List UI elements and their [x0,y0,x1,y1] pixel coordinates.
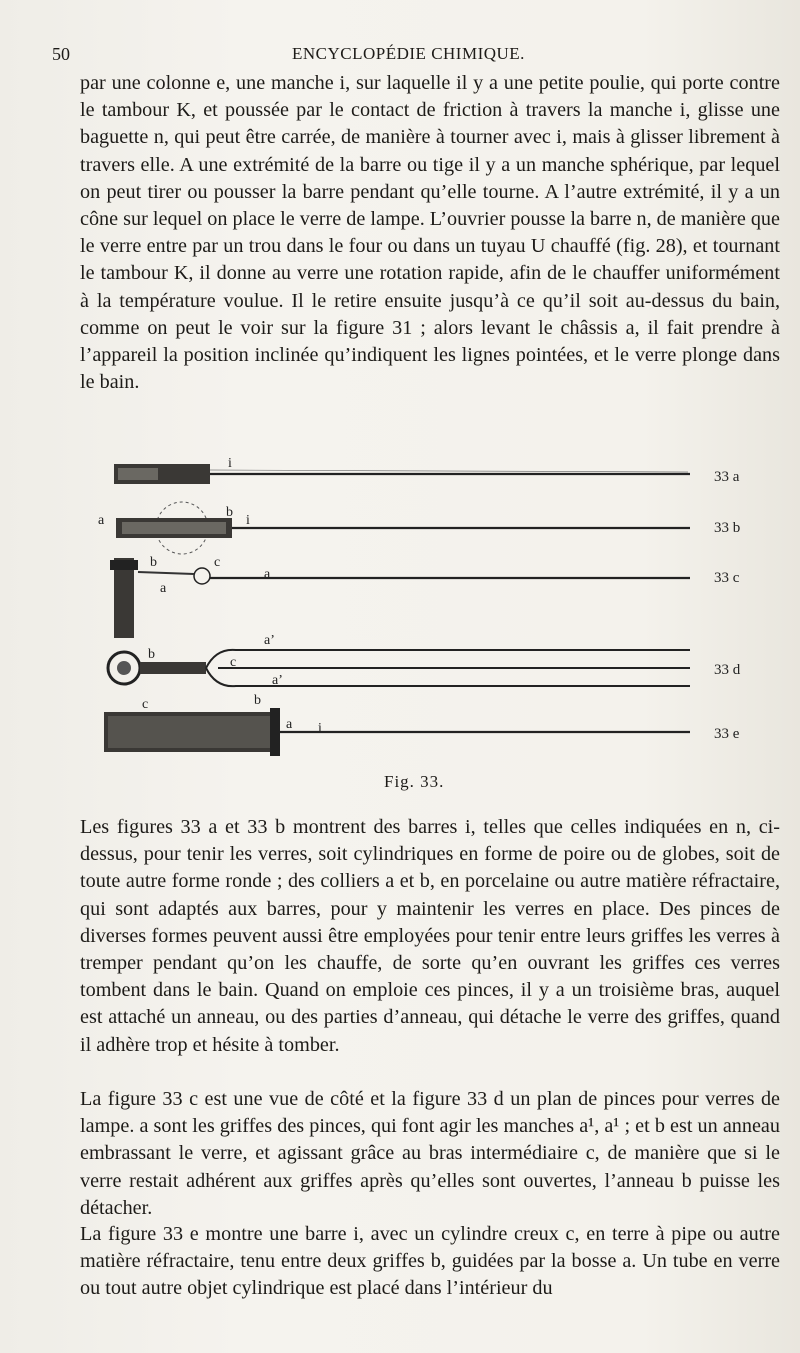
figure-33a-label: 33 a [714,469,740,485]
paragraph-3: La figure 33 c est une vue de côté et la figure 33 d un plan de pinces pour verres de lampe. a sont les griffes des pinces, qui font agir les manches a¹, a¹ ; et b est un anneau embrassant le verre, et agissant grâce au bras intermédiaire c, de manière que si le verre restait adhérent aux griffes après qu’elles sont ouvertes, l’anneau b puisse les détacher. [80,1088,780,1219]
figure-33d [108,633,741,688]
figure-33a-bar-highlight [210,470,688,472]
figure-33b-part-b: b [226,505,233,520]
figure-33c-label: 33 c [714,570,740,586]
figure-33c-part-a: a [264,567,271,582]
figure-33-drawing [90,452,790,772]
figure-33c-cap [110,560,138,570]
figure-33b-part-i: i [246,513,250,528]
figure-33d-ring-inner [117,661,131,675]
figure-33d-part-b: b [148,647,155,662]
figure-33c [110,555,740,638]
figure-33b-collar [122,522,226,534]
running-title: ENCYCLOPÉDIE CHIMIQUE. [292,44,525,63]
figure-33d-claw-upper [206,650,690,668]
figure-33c-ring [194,568,210,584]
figure-33 [90,452,790,772]
figure-33e [104,693,740,756]
figure-33a-collar [118,468,158,480]
figure-33e-claw [270,708,280,756]
figure-33e-cylinder-inner [108,716,272,748]
figure-33e-part-a: a [286,717,293,732]
figure-33b [98,502,740,554]
figure-33d-part-c: c [230,655,237,670]
page-number: 50 [52,44,70,64]
figure-33c-part-c: c [214,555,221,570]
figure-caption: Fig. 33. [384,772,445,791]
figure-33d-arm [140,662,206,674]
paragraph-2: Les figures 33 a et 33 b montrent des barres i, telles que celles indiquées en n, ci-dessus, pour tenir les verres, soit cylindriques en forme de poire ou de globes, soit de toute autre forme ronde ; des colliers a et b, en porcelaine ou autre matière réfractaire, qui sont adaptés aux barres, pour y maintenir les verres en place. Des pinces de diverses formes peuvent aussi être employées pour tenir entre leurs griffes les verres à tremper pendant qu’on les chauffe, de sorte qu’en ouvrant les griffes ces verres tombent dans le bain. Quand on emploie ces pinces, il y a un troisième bras, auquel est attaché un anneau, ou des parties d’anneau, qui détache le verre des griffes, quand il adhère trop et hésite à tomber. [80,816,780,1056]
figure-33e-part-c: c [142,697,149,712]
figure-33e-part-i: i [318,721,322,736]
figure-33d-label: 33 d [714,662,741,678]
figure-33b-label: 33 b [714,520,741,536]
figure-33c-arm [138,572,194,574]
figure-33a [114,456,740,485]
figure-33e-label: 33 e [714,726,740,742]
paragraph-1: par une colonne e, une manche i, sur laquelle il y a une petite poulie, qui porte contre le tambour K, et poussée par le contact de friction à travers la manche i, glisse une baguette n, qui peut être carrée, de manière à tourner avec i, mais à glisser librement à travers elle. A une extrémité de la barre ou tige il y a un manche sphérique, par lequel on peut tirer ou pousser la barre pendant qu’elle tourne. A l’autre extrémité, il y a un cône sur lequel on place le verre de lampe. L’ouvrier pousse la barre n, de manière que le verre entre par un trou dans le four ou dans un tuyau U chauffé (fig. 28), et tournant le tambour K, il donne au verre une rotation rapide, afin de le chauffer uniformément à la température voulue. Il le retire ensuite jusqu’à ce qu’il soit au-dessus du bain, comme on peut le voir sur la figure 31 ; alors levant le châssis a, il fait prendre à l’appareil la position inclinée qu’indiquent les lignes pointées, et le verre plonge dans le bain. [80,72,780,394]
paragraph-4: La figure 33 e montre une barre i, avec un cylindre creux c, en terre à pipe ou autre matière réfractaire, tenu entre deux griffes b, guidées par la bosse a. Un tube en verre ou tout autre objet cylindrique est placé dans l’intérieur du [80,1223,780,1300]
figure-33a-part-i: i [228,456,232,471]
figure-33d-part-a-prime-upper: a’ [264,633,275,648]
page-header [52,40,782,66]
figure-33e-part-b: b [254,693,261,708]
figure-33d-part-a-prime-lower: a’ [272,673,283,688]
figure-33c-part-b: b [150,555,157,570]
figure-33b-part-a: a [98,513,105,528]
figure-33c-part-a-lower: a [160,581,167,596]
